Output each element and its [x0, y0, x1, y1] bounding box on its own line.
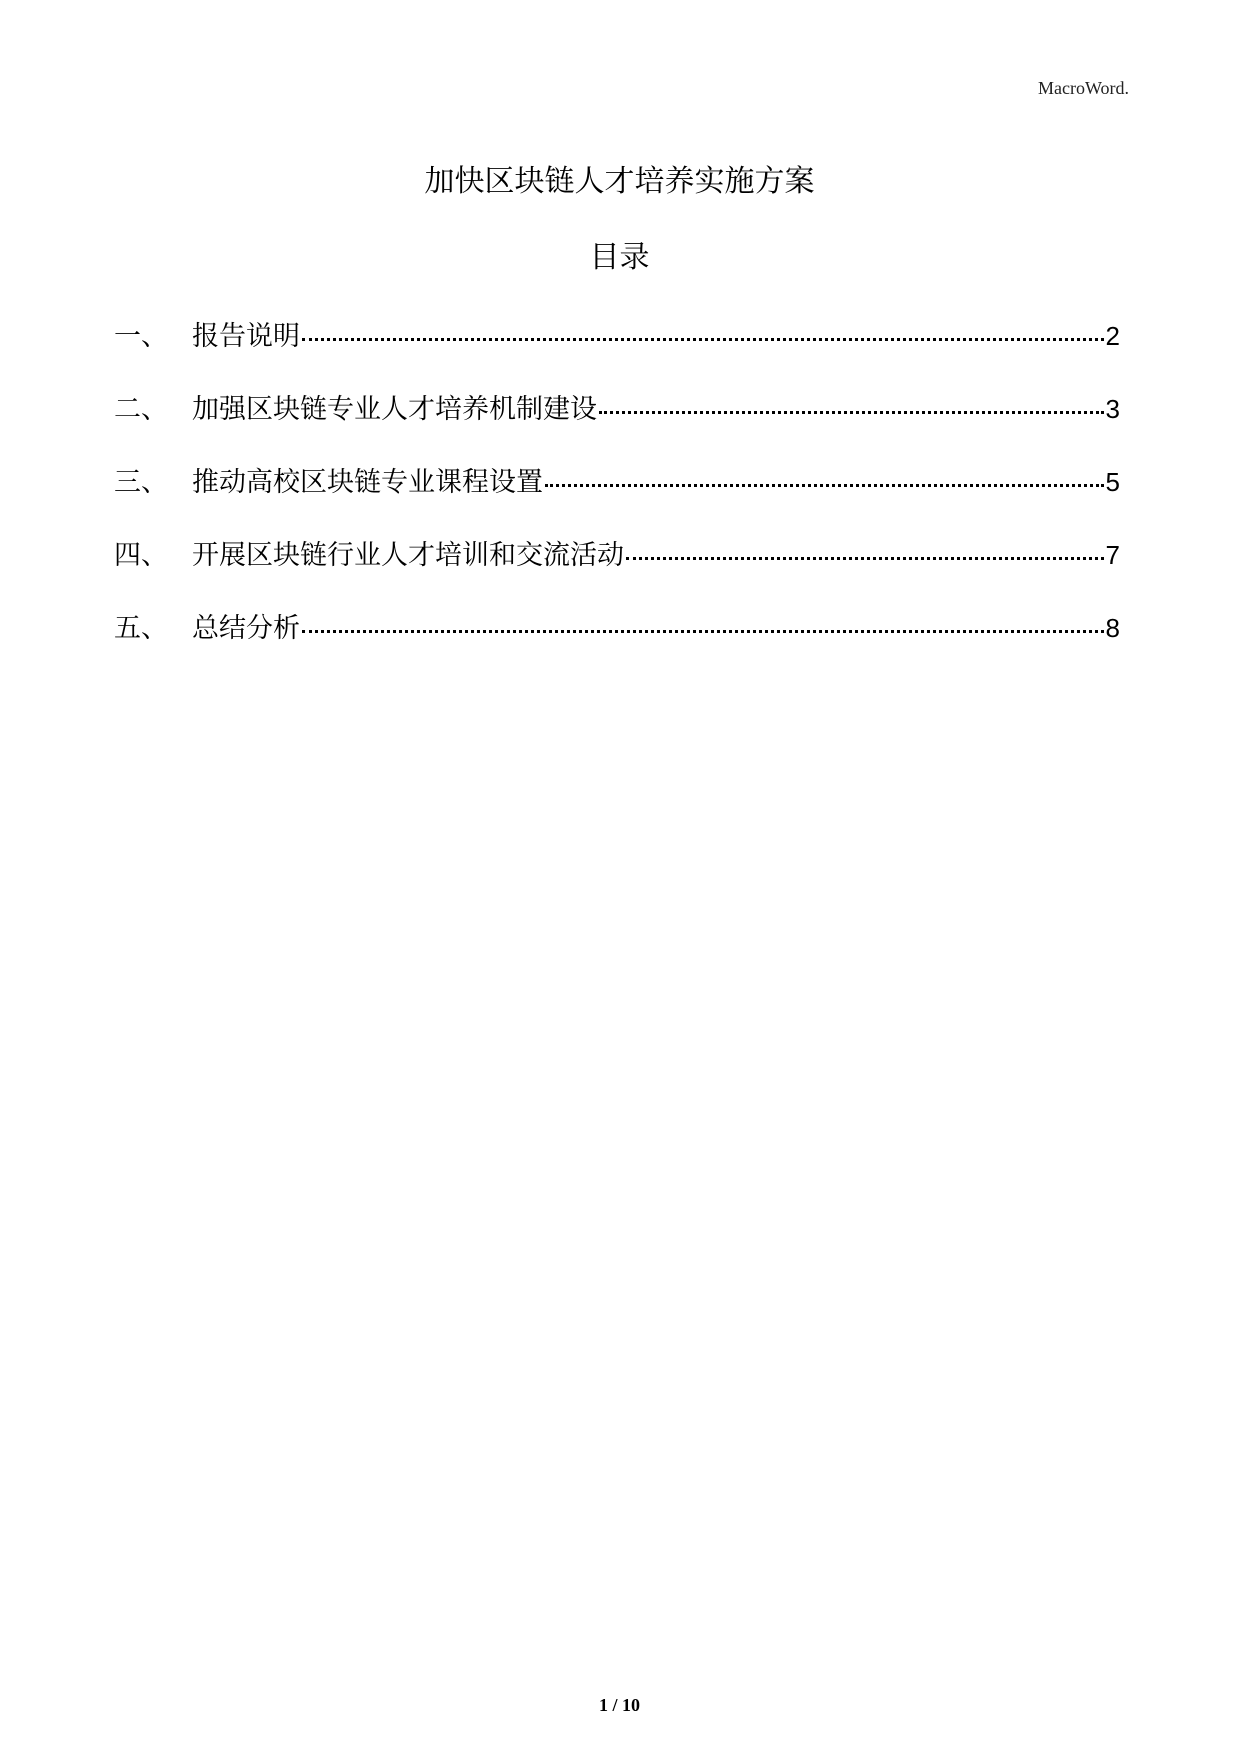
toc-entry-number: 五、 [114, 613, 168, 644]
header-brand: MacroWord. [1037, 78, 1129, 98]
toc-entry-title: 总结分析 [192, 613, 300, 644]
toc-entry-number: 二、 [114, 394, 168, 425]
toc-entry-page: 8 [1105, 613, 1120, 643]
toc-heading: 目录 [589, 240, 650, 275]
toc-entry-number: 三、 [114, 467, 168, 498]
document-title: 加快区块链人才培养实施方案 [424, 164, 815, 199]
toc-entry-title: 开展区块链行业人才培训和交流活动 [192, 540, 624, 571]
toc-entry-summary-analysis[interactable] [114, 610, 1120, 683]
table-of-contents [114, 318, 1120, 683]
toc-entry-page: 2 [1105, 321, 1120, 351]
toc-entry-number: 四、 [114, 540, 168, 571]
toc-entry-page: 5 [1105, 467, 1120, 497]
toc-entry-title: 报告说明 [192, 321, 300, 352]
toc-entry-talent-mechanism[interactable] [114, 391, 1120, 464]
toc-entry-title: 推动高校区块链专业课程设置 [192, 467, 543, 498]
toc-entry-page: 3 [1105, 394, 1120, 424]
toc-entry-title: 加强区块链专业人才培养机制建设 [192, 394, 597, 425]
toc-dot-leader [599, 411, 1104, 414]
toc-dot-leader [302, 338, 1104, 341]
toc-entry-training-exchange[interactable] [114, 537, 1120, 610]
toc-entry-page: 7 [1105, 540, 1120, 570]
toc-entry-report-description[interactable] [114, 318, 1120, 391]
toc-entry-university-courses[interactable] [114, 464, 1120, 537]
toc-dot-leader [626, 557, 1104, 560]
toc-dot-leader [545, 484, 1104, 487]
toc-dot-leader [302, 630, 1104, 633]
toc-entry-number: 一、 [114, 321, 168, 352]
page-indicator: 1 / 10 [598, 1695, 640, 1715]
